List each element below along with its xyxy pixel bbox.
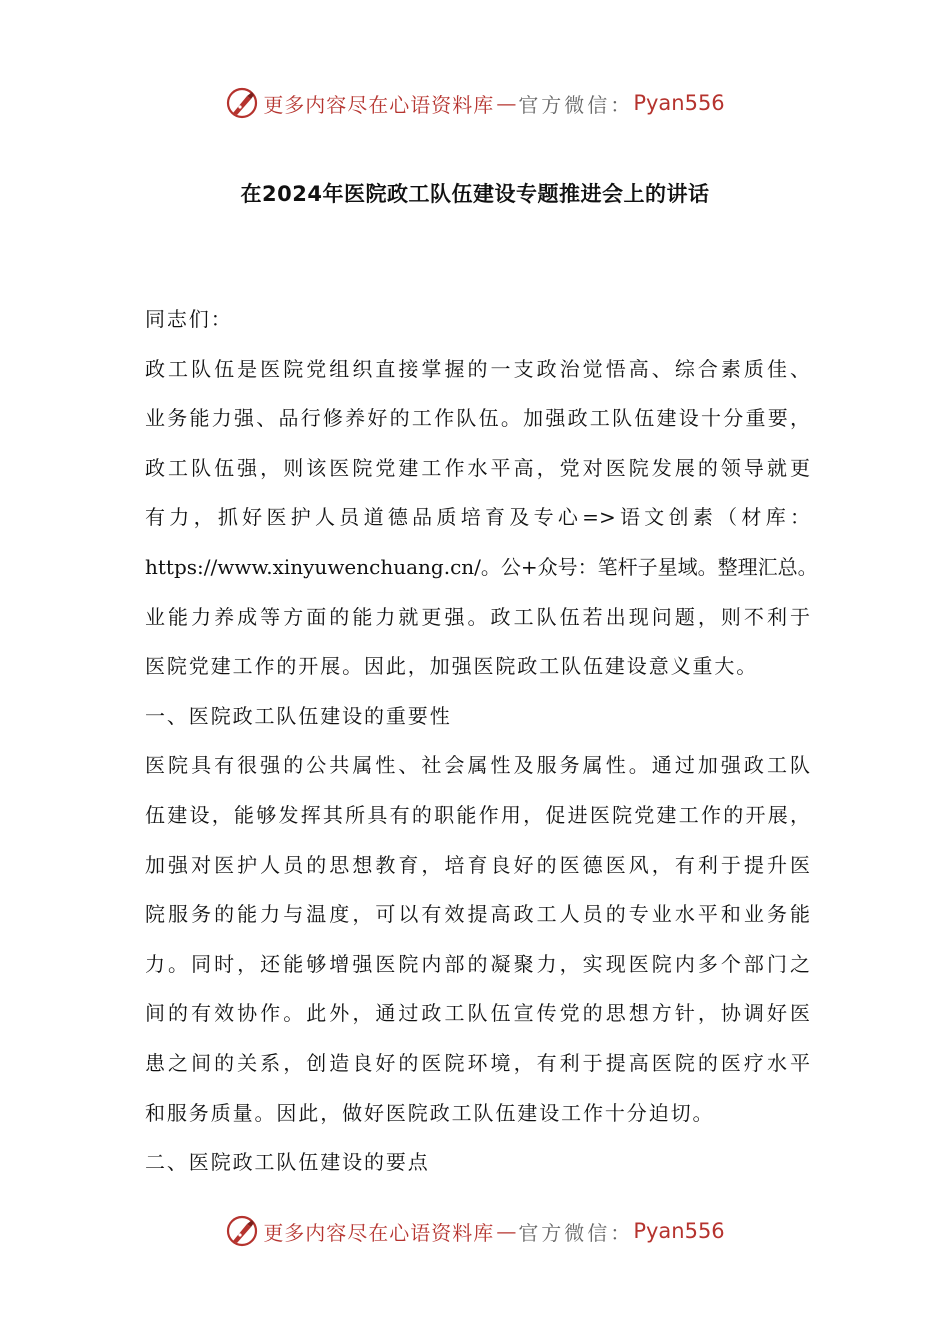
paragraph-line: 伍建设，能够发挥其所具有的职能作用，促进医院党建工作的开展， <box>145 802 810 827</box>
section-heading-2: 二、医院政工队伍建设的要点 <box>145 1150 430 1175</box>
banner-wechat-handle: Pyan556 <box>633 91 725 115</box>
paragraph-line: 和服务质量。因此，做好医院政工队伍建设工作十分迫切。 <box>145 1100 715 1125</box>
banner-dash: — <box>496 91 517 115</box>
paragraph-line: 间的有效协作。此外，通过政工队伍宣传党的思想方针，协调好医 <box>145 1001 810 1026</box>
paragraph-line: 医院具有很强的公共属性、社会属性及服务属性。通过加强政工队 <box>145 753 810 778</box>
footer-brand-text: 更多内容尽在心语资料库 <box>263 1220 495 1245</box>
banner-brand-text: 更多内容尽在心语资料库 <box>263 92 495 117</box>
footer-wechat-label: 官方微信： <box>518 1220 634 1245</box>
paragraph-line: 加强对医护人员的思想教育，培育良好的医德医风，有利于提升医 <box>145 852 810 877</box>
paragraph-line: 政工队伍是医院党组织直接掌握的一支政治觉悟高、综合素质佳、 <box>145 356 810 381</box>
footer-banner <box>0 1211 950 1251</box>
paragraph-line: 力。同时，还能够增强医院内部的凝聚力，实现医院内多个部门之 <box>145 951 810 976</box>
pen-nib-logo-icon <box>225 86 259 120</box>
paragraph-line: 业务能力强、品行修养好的工作队伍。加强政工队伍建设十分重要， <box>145 406 810 431</box>
document-body <box>145 302 818 1195</box>
footer-dash: — <box>496 1219 517 1243</box>
paragraph-line: 业能力养成等方面的能力就更强。政工队伍若出现问题，则不利于 <box>145 604 810 629</box>
paragraph-line: 医院党建工作的开展。因此，加强医院政工队伍建设意义重大。 <box>145 654 759 679</box>
paragraph-line-url: https://www.xinyuwenchuang.cn/。公+众号：笔杆子星域。整理汇总。 <box>145 554 818 579</box>
banner-wechat-label: 官方微信： <box>518 92 634 117</box>
paragraph-line: 院服务的能力与温度，可以有效提高政工人员的专业水平和业务能 <box>145 902 810 927</box>
salutation: 同志们： <box>145 307 233 331</box>
footer-wechat-handle: Pyan556 <box>633 1219 725 1243</box>
paragraph-line: 政工队伍强，则该医院党建工作水平高，党对医院发展的领导就更 <box>145 455 810 480</box>
page-title: 在2024年医院政工队伍建设专题推进会上的讲话 <box>240 182 710 206</box>
paragraph-line: 患之间的关系，创造良好的医院环境，有利于提高医院的医疗水平 <box>145 1050 810 1075</box>
pen-nib-logo-icon <box>225 1214 259 1248</box>
section-heading-1: 一、医院政工队伍建设的重要性 <box>145 703 452 728</box>
header-banner <box>0 83 950 123</box>
paragraph-line: 有力，抓好医护人员道德品质培育及专心=>语文创素（材库： <box>145 505 810 530</box>
